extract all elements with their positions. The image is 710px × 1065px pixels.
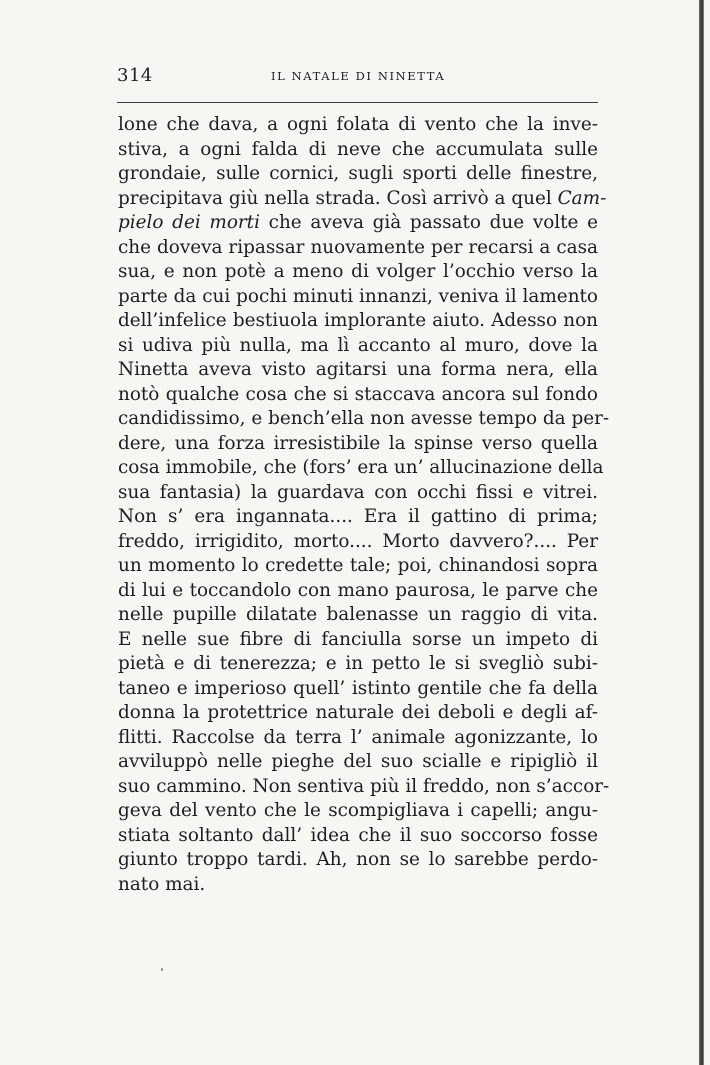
text-line-last: nato mai.	[118, 873, 206, 895]
text-span: precipitava giù nella strada. Così arrivò a quel	[118, 187, 552, 209]
text-line: E nelle sue fibre di fanciulla sorse un impeto di	[118, 628, 598, 650]
page-number: 314	[117, 65, 153, 86]
text-line: dere, una forza irresistibile la spinse verso quella	[118, 432, 598, 454]
text-line: donna la protettrice naturale dei deboli e degli af-	[118, 702, 598, 723]
text-line: giunto troppo tardi. Ah, non se lo sarebbe perdo-	[118, 849, 598, 870]
text-line: lone che dava, a ogni folata di vento che la inve-	[118, 114, 598, 135]
text-span: che aveva già passato due volte e	[268, 212, 598, 233]
text-line: taneo e imperioso quell’ istinto gentile che fa della	[118, 677, 598, 699]
text-line: un momento lo credette tale; poi, chinandosi sopra	[118, 555, 598, 576]
text-line: stiata soltanto dall’ idea che il suo soccorso fosse	[118, 824, 598, 846]
text-line: cosa immobile, che (fors’ era un’ allucinazione della	[118, 457, 604, 478]
text-line: avviluppò nelle pieghe del suo scialle e ripigliò il	[118, 751, 598, 772]
italic-place-name: Cam-	[557, 187, 607, 209]
text-line: notò qualche cosa che si staccava ancora sul fondo	[118, 383, 598, 405]
text-line: candidissimo, e bench’ella non avesse tempo da per-	[118, 408, 610, 429]
italic-place-name: pielo dei morti	[118, 212, 260, 233]
text-line: sua, e non potè a meno di volger l’occhio verso la	[118, 261, 598, 282]
text-line: stiva, a ogni falda di neve che accumulata sulle	[118, 138, 598, 160]
header-rule	[117, 102, 598, 103]
text-line: si udiva più nulla, ma lì accanto al muro, dove la	[118, 334, 598, 356]
text-line: flitti. Raccolse da terra l’ animale agonizzante, lo	[118, 726, 598, 748]
text-line: nelle pupille dilatate balenasse un raggio di vita.	[118, 604, 598, 625]
page-edge	[699, 0, 704, 1065]
text-line: grondaie, sulle cornici, sugli sporti delle finestre,	[118, 163, 598, 184]
text-line: sua fantasia) la guardava con occhi fissi e vitrei.	[118, 481, 598, 503]
page-header	[117, 65, 597, 89]
text-line: parte da cui pochi minuti innanzi, veniva il lamento	[118, 285, 598, 307]
text-line: geva del vento che le scompigliava i capelli; angu-	[118, 800, 598, 821]
text-line	[118, 211, 598, 236]
paper-speck	[161, 968, 163, 971]
text-line: dell’infelice bestiuola implorante aiuto. Adesso non	[118, 310, 598, 331]
text-line: freddo, irrigidito, morto.... Morto davvero?.... Per	[118, 530, 598, 552]
text-line: Non s’ era ingannata.... Era il gattino di prima;	[118, 506, 598, 527]
text-line: Ninetta aveva visto agitarsi una forma nera, ella	[118, 359, 598, 380]
text-line: suo cammino. Non sentiva più il freddo, non s’accor-	[118, 775, 610, 797]
text-line: di lui e toccandolo con mano paurosa, le parve che	[118, 579, 598, 601]
body-text	[118, 113, 610, 897]
text-line: pietà e di tenerezza; e in petto le si svegliò subi-	[118, 653, 598, 674]
text-line	[118, 187, 607, 212]
running-title: IL NATALE DI NINETTA	[271, 69, 446, 83]
text-line: che doveva ripassar nuovamente per recarsi a casa	[118, 236, 598, 258]
